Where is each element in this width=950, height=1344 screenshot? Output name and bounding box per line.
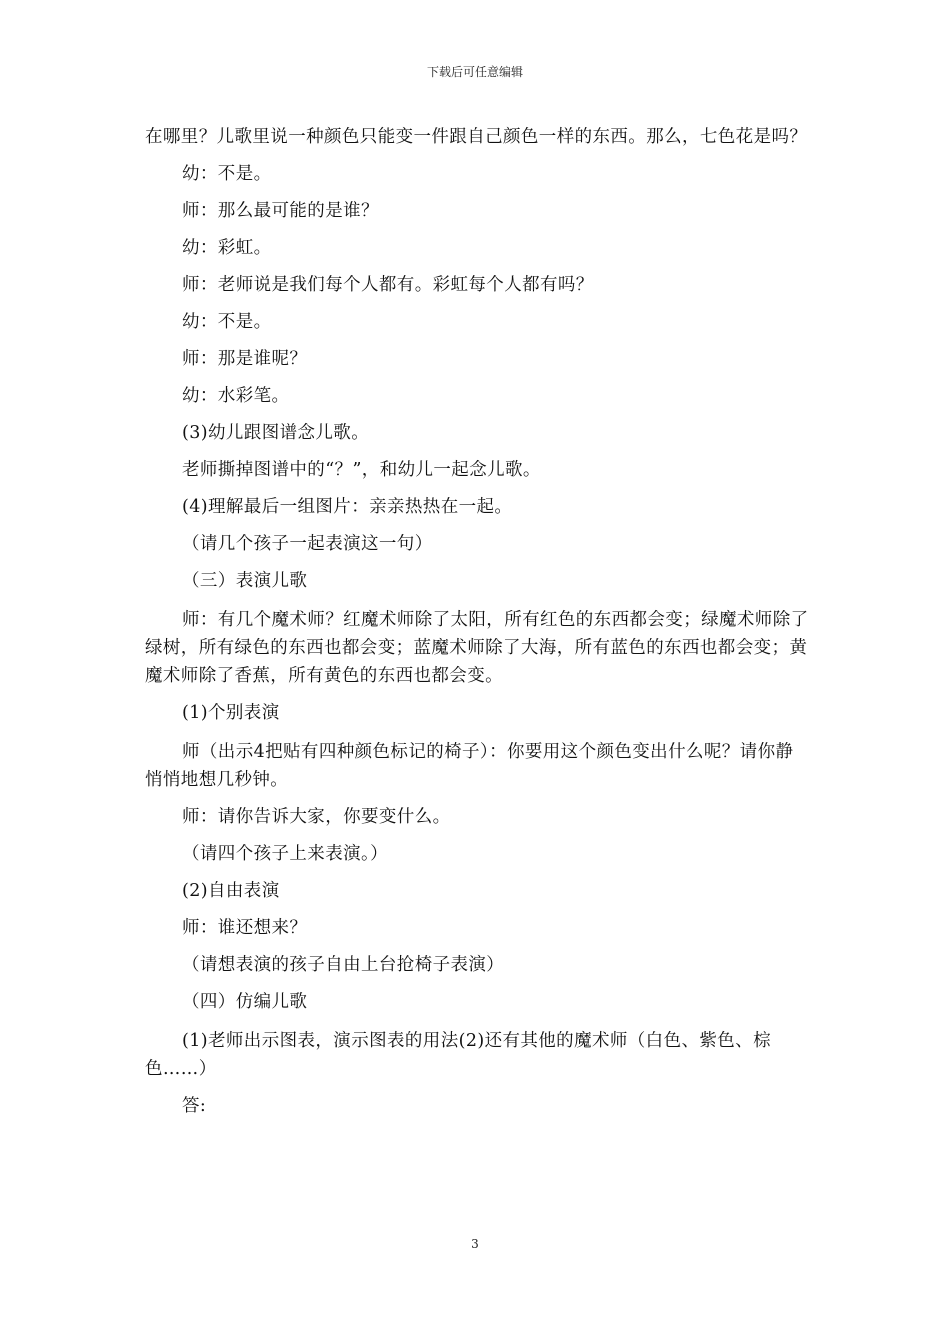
paragraph: (1)个别表演 <box>182 703 280 723</box>
paragraph: 答: <box>182 1096 207 1116</box>
paragraph: (4)理解最后一组图片：亲亲热热在一起。 <box>182 497 513 517</box>
paragraph: （请四个孩子上来表演。） <box>182 844 389 864</box>
paragraph: (2)自由表演 <box>182 881 280 901</box>
paragraph: 师（出示4把贴有四种颜色标记的椅子）：你要用这个颜色变出什么呢？请你静悄悄地想几秒钟。 <box>145 742 794 790</box>
paragraph: 师：请你告诉大家，你要变什么。 <box>182 807 451 827</box>
paragraph: (3)幼儿跟图谱念儿歌。 <box>182 423 370 443</box>
paragraph: 幼：不是。 <box>182 312 272 332</box>
paragraph: 师：谁还想来？ <box>182 918 308 938</box>
page-number: 3 <box>471 1237 479 1251</box>
paragraph: (1)老师出示图表，演示图表的用法(2)还有其他的魔术师（白色、紫色、棕色……） <box>145 1031 771 1079</box>
paragraph: 幼：不是。 <box>182 164 272 184</box>
paragraph: （请想表演的孩子自由上台抢椅子表演） <box>182 955 505 975</box>
section-heading: （三）表演儿歌 <box>182 571 308 591</box>
paragraph: 幼：水彩笔。 <box>182 386 290 406</box>
paragraph: 师：有几个魔术师？红魔术师除了太阳，所有红色的东西都会变；绿魔术师除了绿树，所有绿色的东西也都会变；蓝魔术师除了大海，所有蓝色的东西也都会变；黄魔术师除了香蕉，所有黄色的东西也都会变。 <box>145 610 809 686</box>
paragraph: 师：老师说是我们每个人都有。彩虹每个人都有吗？ <box>182 275 594 295</box>
paragraph: 在哪里？儿歌里说一种颜色只能变一件跟自己颜色一样的东西。那么，七色花是吗？ <box>145 127 808 147</box>
document-body <box>145 123 810 1118</box>
page-header: 下载后可任意编辑 <box>426 65 523 79</box>
paragraph: 老师撕掉图谱中的“？”，和幼儿一起念儿歌。 <box>182 460 541 480</box>
paragraph: 师：那是谁呢？ <box>182 349 308 369</box>
section-heading: （四）仿编儿歌 <box>182 992 308 1012</box>
paragraph: （请几个孩子一起表演这一句） <box>182 534 433 554</box>
paragraph: 师：那么最可能的是谁？ <box>182 201 379 221</box>
paragraph: 幼：彩虹。 <box>182 238 272 258</box>
